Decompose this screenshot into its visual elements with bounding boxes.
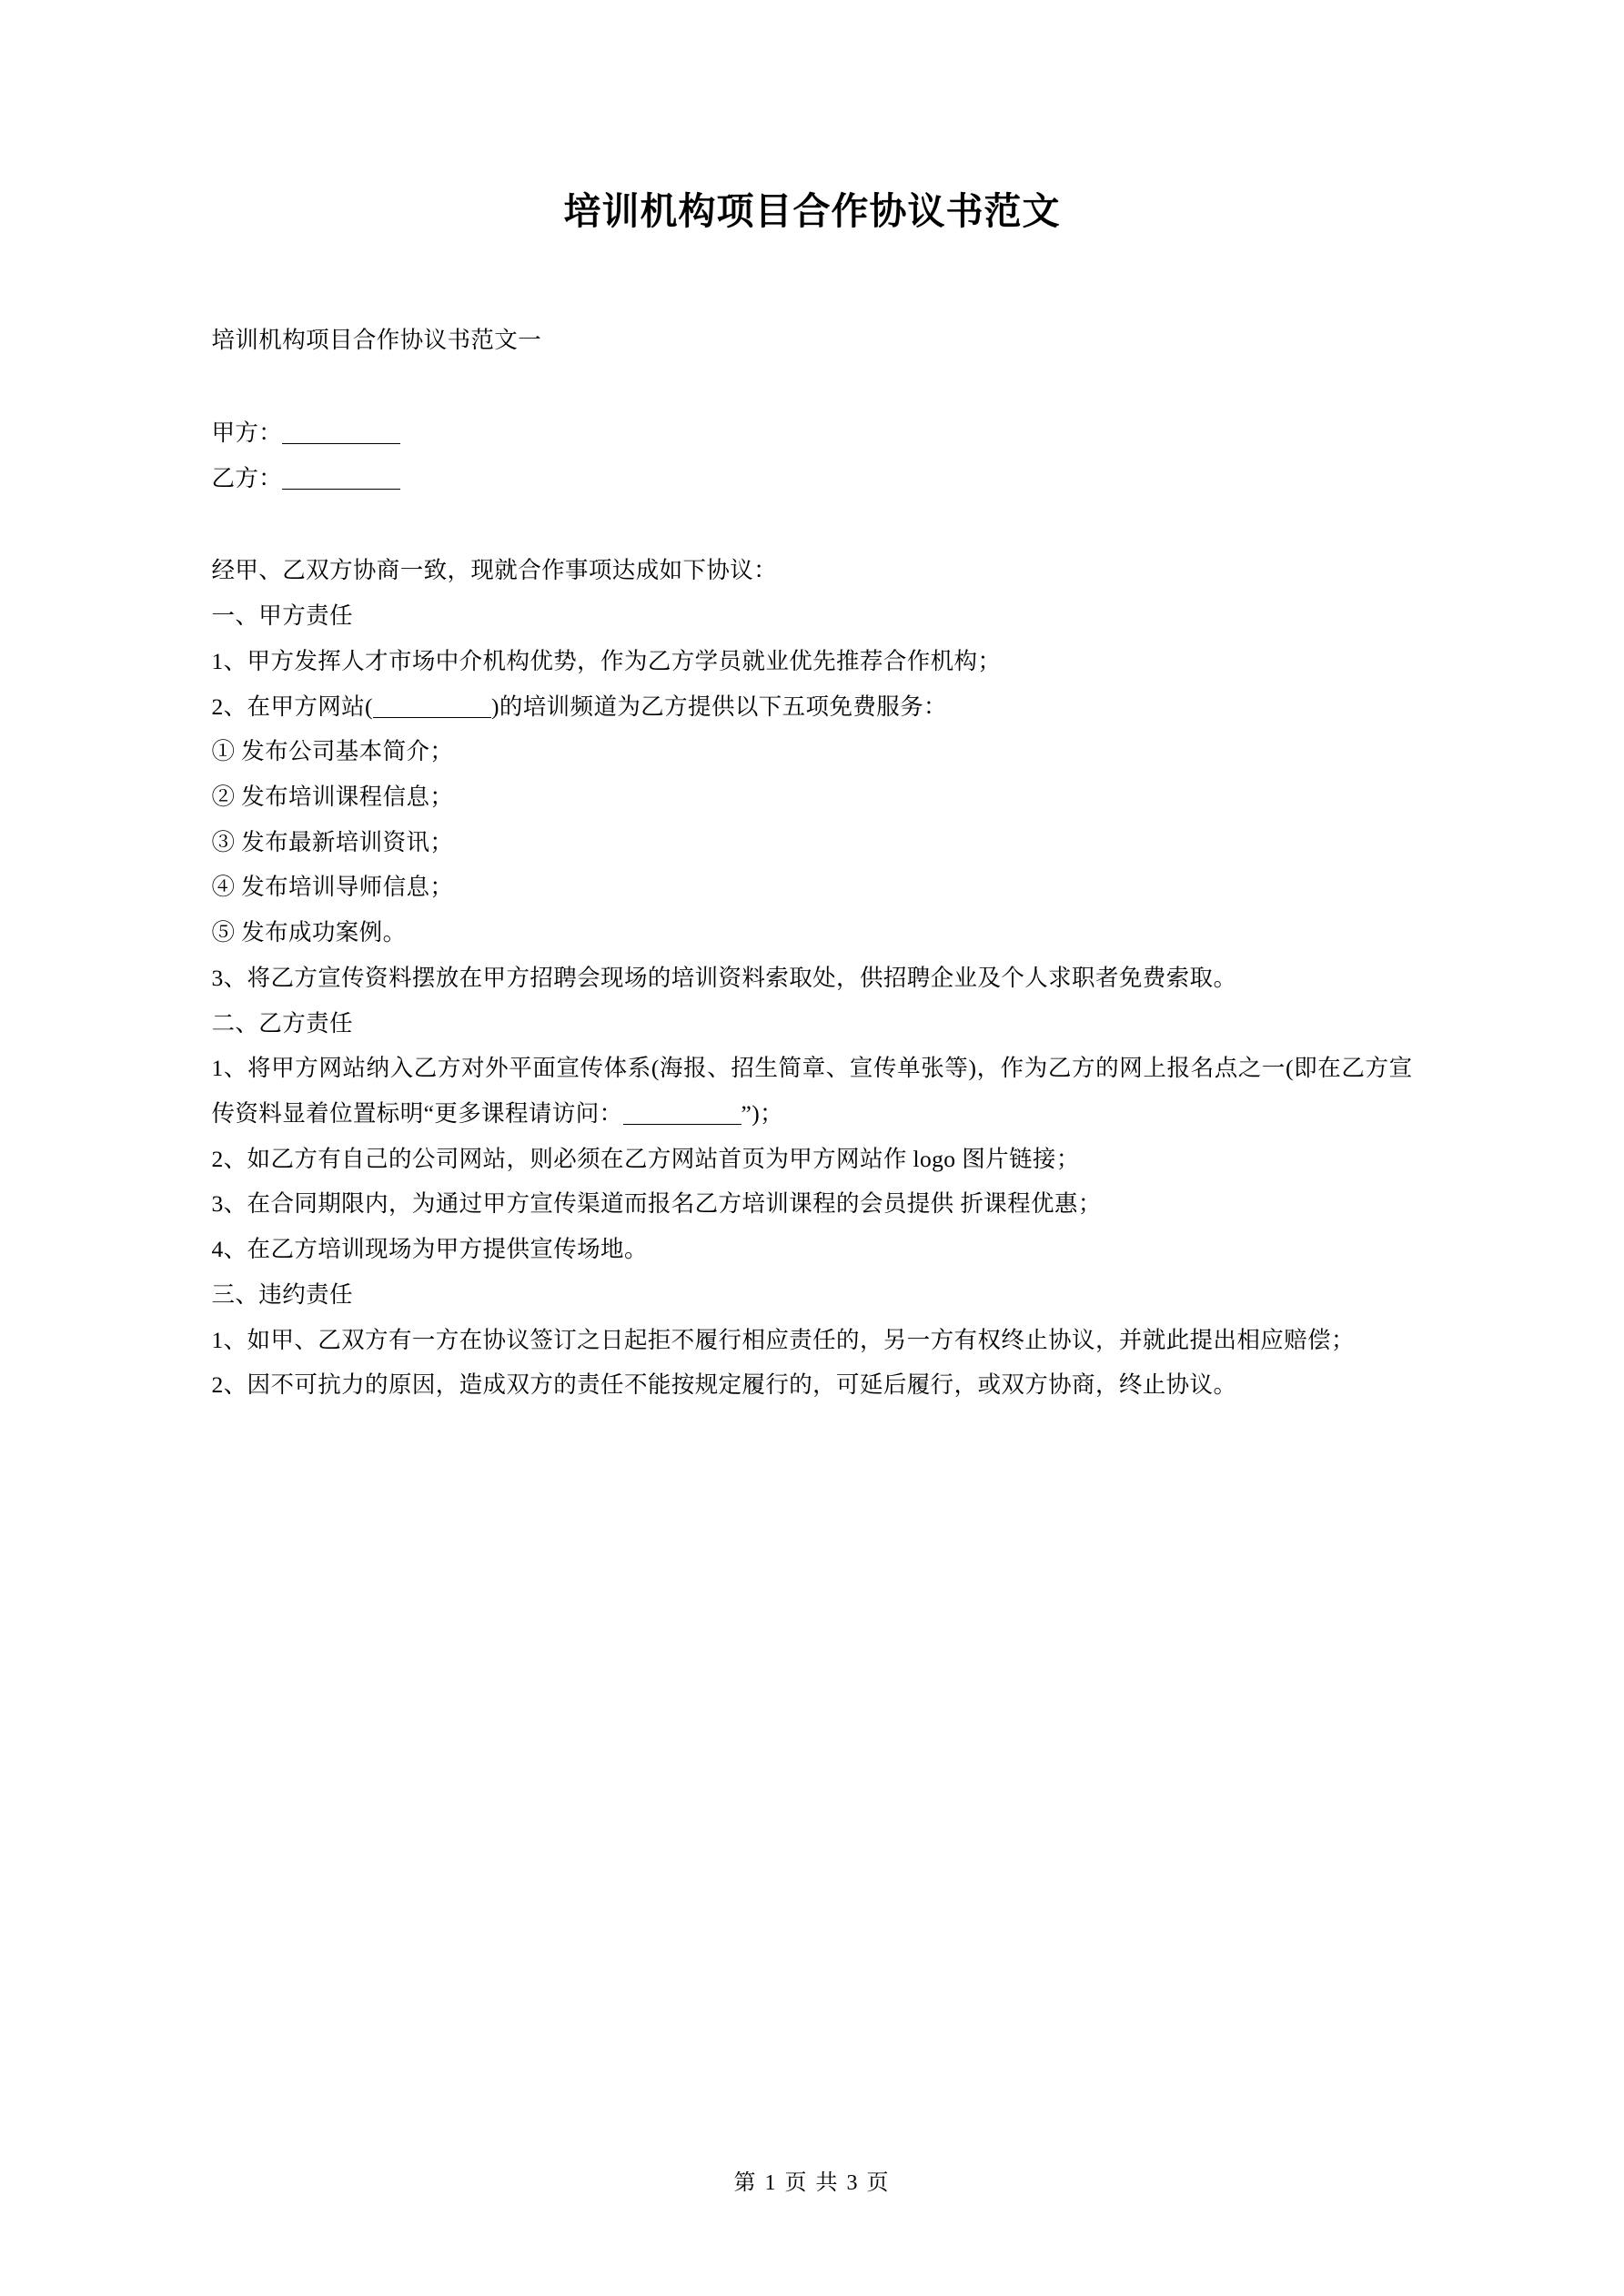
party-a-line (212, 410, 1413, 456)
party-a-label: 甲方： (211, 419, 283, 446)
paragraph-a2-item2: ② 发布培训课程信息； (211, 783, 454, 810)
paragraph-a2-post: )的培训频道为乙方提供以下五项免费服务： (490, 693, 947, 720)
paragraph-b1-blank (623, 1124, 741, 1125)
section-heading-party-b: 二、乙方责任 (211, 1009, 353, 1037)
paragraph-b1-post: ”)； (741, 1099, 784, 1127)
party-b-line (212, 456, 1413, 501)
section-heading-party-a: 一、甲方责任 (211, 602, 353, 630)
title-spacer (0, 234, 1624, 318)
paragraph-a2-item4: ④ 发布培训导师信息； (211, 874, 454, 901)
paragraph-a3: 3、将乙方宣传资料摆放在甲方招聘会现场的培训资料索取处，供招聘企业及个人求职者免费索取。 (211, 964, 1237, 991)
paragraph-b1-pre: 1、将甲方网站纳入乙方对外平面宣传体系(海报、招生简章、宣传单张等)，作为乙方的网上报名点之一(即在乙方宣传资料显着位置标明“更多课程请访问： (211, 1055, 1413, 1127)
document-subtitle: 培训机构项目合作协议书范文一 (211, 327, 542, 354)
paragraph-a1: 1、甲方发挥人才市场中介机构优势，作为乙方学员就业优先推荐合作机构； (211, 647, 1002, 674)
paragraph-b3: 3、在合同期限内，为通过甲方宣传渠道而报名乙方培训课程的会员提供 折课程优惠； (211, 1190, 1102, 1218)
page-title: 培训机构项目合作协议书范文 (563, 189, 1061, 233)
party-a-blank (282, 443, 400, 444)
paragraph-a2 (212, 684, 1413, 730)
section-heading-breach: 三、违约责任 (211, 1280, 353, 1308)
party-b-blank (282, 489, 400, 490)
subtitle-spacer (212, 363, 1413, 410)
paragraph-a2-item3: ③ 发布最新培训资讯； (211, 828, 454, 855)
paragraph-a2-pre: 2、在甲方网站( (211, 693, 373, 720)
paragraph-a2-item5: ⑤ 发布成功案例。 (211, 919, 407, 946)
paragraph-b2: 2、如乙方有自己的公司网站，则必须在乙方网站首页为甲方网站作 logo 图片链接； (211, 1145, 1080, 1172)
parties-spacer (212, 501, 1413, 548)
paragraph-a2-item1: ① 发布公司基本简介； (211, 738, 454, 765)
paragraph-c1: 1、如甲、乙双方有一方在协议签订之日起拒不履行相应责任的，另一方有权终止协议，并就此提出相应赔偿； (211, 1326, 1355, 1353)
paragraph-intro: 经甲、乙双方协商一致，现就合作事项达成如下协议： (211, 557, 778, 584)
paragraph-c2: 2、因不可抗力的原因，造成双方的责任不能按规定履行的，可延后履行，或双方协商，终止协议。 (211, 1371, 1237, 1399)
document-body (185, 318, 1440, 1408)
paragraph-a2-blank (373, 717, 491, 718)
paragraph-b1 (212, 1046, 1413, 1136)
page-footer: 第 1 页 共 3 页 (733, 2171, 891, 2195)
paragraph-b4: 4、在乙方培训现场为甲方提供宣传场地。 (211, 1236, 648, 1263)
party-b-label: 乙方： (211, 464, 283, 491)
